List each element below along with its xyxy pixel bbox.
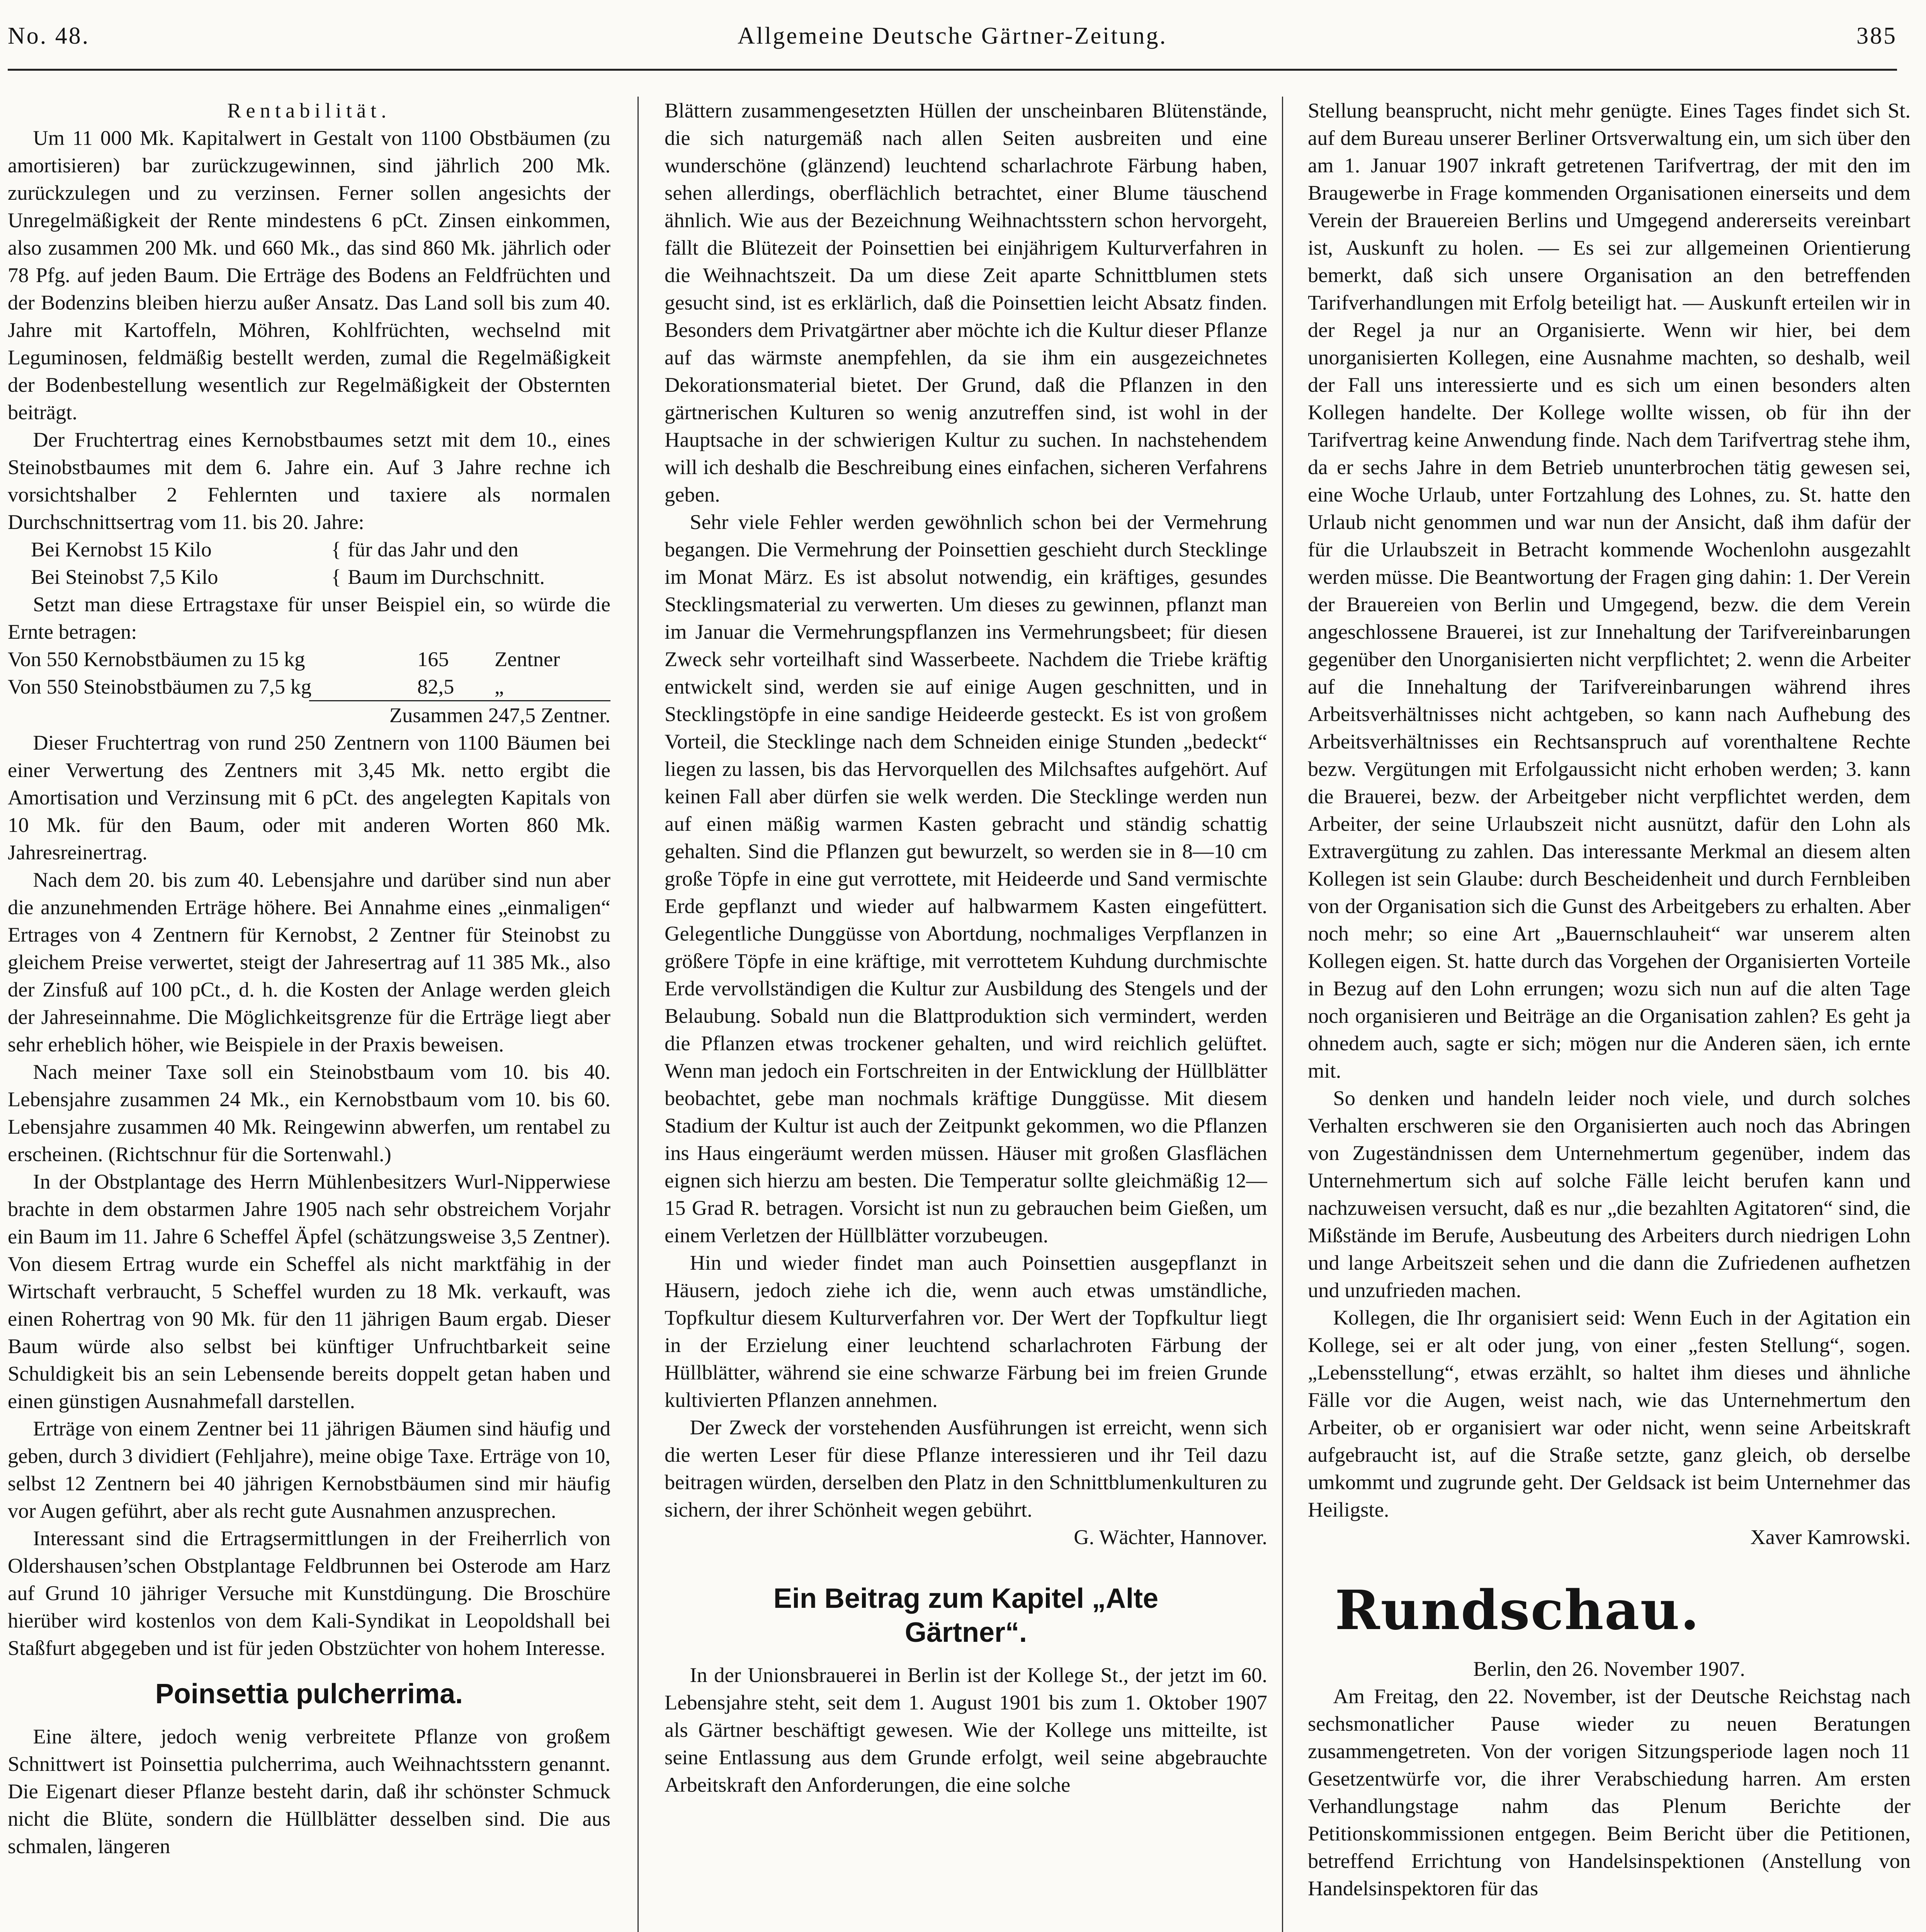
paragraph: Am Freitag, den 22. November, ist der Deutsche Reichstag nach sechsmonatlicher Pause wieder zu neuen Beratungen zusammengetreten. Von der vorigen Sitzungsperiode lagen noch 11 Gesetzentwürfe vor, die ihrer Verabschiedung harren. Am ersten Verhandlungstage nahm das Plenum Berichte der Petitionskommissionen entgegen. Beim Bericht über die Petitionen, betreffend Errichtung von Handelsinspektionen (Anstellung von Handelsinspektoren für das (1308, 1684, 1911, 1900)
column-divider (637, 97, 639, 1932)
paragraph: So denken und handeln leider noch viele, und durch solches Verhalten erschweren sie den Organisierten auch noch das Abringen von Zugeständnissen dem Unternehmertum gegenüber, indem das Unternehmertum sich auf solche Fälle leicht berufen kann und nachzuweisen versucht, daß es nur „die bezahlten Agitatoren“ sind, die Mißstände im Berufe, Ausbeutung des Arbeiters durch niedrigen Lohn und lange Arbeitszeit sehen und die dann die Zufriedenen aufhetzen und unzufrieden machen. (1308, 1086, 1911, 1302)
column-2 (665, 97, 1267, 1932)
harvest-total: Zusammen 247,5 Zentner. (309, 700, 610, 729)
paragraph: Dieser Fruchtertrag von rund 250 Zentnern von 1100 Bäumen bei einer Verwertung des Zentners mit 3,45 Mk. netto ergibt die Amortisation und Verzinsung mit 6 pCt. des angelegten Kapitals von 10 Mk. für den Baum, oder mit anderen Worten 860 Mk. Jahresreinertrag. (8, 731, 610, 864)
paragraph: Stellung beansprucht, nicht mehr genügte. Eines Tages findet sich St. auf dem Bureau unserer Berliner Ortsverwaltung ein, um sich über den am 1. Januar 1907 inkraft getretenen Tarifvertrag, der mit den im Braugewerbe in Frage kommenden Organisationen einerseits und dem Verein der Brauereien Berlins und Umgegend andererseits vereinbart ist, Auskunft zu holen. — Es sei zur allgemeinen Orientierung bemerkt, daß sich unsere Organisation an den betreffenden Tarifverhandlungen mit Erfolg beteiligt hat. — Auskunft erteilen wir in der Regel ja nur an Organisierte. Wenn wir hier, bei dem unorganisierten Kollegen, eine Ausnahme machten, so deshalb, weil der Fall uns interessierte und es sich um einen besonders alten Kollegen handelte. Der Kollege wollte wissen, ob für ihn der Tarifvertrag keine Anwendung finde. Nach dem Tarifvertrag stehe ihm, da er sechs Jahre in dem Betrieb ununterbrochen tätig gewesen sei, eine Woche Urlaub, unter Fortzahlung des Lohnes, zu. St. hatte den Urlaub nicht genommen und war nun der Ansicht, daß ihm dafür der für die Urlaubszeit in Betracht kommende Wochenlohn ausgezahlt werden müsse. Die Beantwortung der Fragen ging dahin: 1. Der Verein der Brauereien von Berlin und Umgegend, bezw. die dem Verein angeschlossene Brauerei, ist zur Innehaltung der Tarifvereinbarungen gegenüber den Unorganisierten nicht verpflichtet; 2. wenn die Arbeiter auf die Innehaltung der Tarifvereinbarungen während ihres Arbeitsverhältnisses nicht achtgeben, so kann nach Aufhebung des Arbeitsverhältnisses ein Rechtsanspruch auf vorenthaltene Rechte bezw. Vergütungen mit Erfolgaussicht nicht erhoben werden; 3. kann die Brauerei, bezw. der Arbeitgeber nicht verpflichtet werden, dem Arbeiter, der seine Urlaubszeit nicht ausnützt, dafür den Lohn als Extravergütung zu zahlen. Das interessante Merkmal an diesem alten Kollegen ist sein Glaube: durch Bescheidenheit und durch Fernbleiben von der Organisation sich die Gunst des Arbeitgebers zu erhalten. Aber noch mehr; so eine Art „Bauernschlauheit“ war unserem alten Kollegen eigen. St. hatte durch das Vorgehen der Organisierten Vorteile in Bezug auf den Lohn errungen; wozu sich nun auf die alten Tage noch organisieren und Beiträge an die Organisation zahlen? Es geht ja ohnedem auch, sagte er sich; mögen nur die Anderen säen, ich ernte mit. (1308, 99, 1911, 1082)
harvest-table (8, 645, 610, 729)
author-signature: G. Wächter, Hannover. (1074, 1525, 1267, 1549)
paragraph: Hin und wieder findet man auch Poinsettien ausgepflanzt in Häusern, jedoch ziehe ich die, wenn auch etwas umständliche, Topfkultur diesem Kulturverfahren vor. Der Wert der Topfkultur liegt in der Erzielung einer leuchtend scharlachroten Färbung der Hüllblätter, während sie eine schwarze Färbung bei im freien Grunde kultivierten Pflanzen annehmen. (665, 1251, 1267, 1412)
harvest-row-2-unit: „ (495, 675, 504, 698)
yield-note-2: Baum im Durchschnitt. (348, 565, 545, 588)
author-signature: Xaver Kamrowski. (1750, 1525, 1911, 1549)
paragraph: Der Fruchtertrag eines Kernobstbaumes setzt mit dem 10., eines Steinobstbaumes mit dem 6. Jahre ein. Auf 3 Jahre rechne ich vorsichtshalber 2 Fehlernten und taxiere als normalen Durchschnittsertrag vom 11. bis 20. Jahre: (8, 428, 610, 534)
column-1 (8, 97, 610, 1932)
yield-note-1: für das Jahr und den (348, 537, 518, 561)
paragraph: Sehr viele Fehler werden gewöhnlich schon bei der Vermehrung begangen. Die Vermehrung der Poinsettien geschieht durch Stecklinge im Monat März. Es ist absolut notwendig, ein kräftiges, gesundes Stecklingsmaterial zu verwerten. Um dieses zu gewinnen, pflanzt man im Januar die Vermehrungspflanzen ins Vermehrungsbeet; für diesen Zweck sehr vorteilhaft sind Wasserbeete. Nachdem die Triebe kräftig entwickelt sind, werden sie auf einige Augen geschnitten, und in Stecklingstöpfe in eine sandige Heideerde gesteckt. Es ist von großem Vorteil, die Stecklinge nach dem Schneiden einige Stunden „bedeckt“ liegen zu lassen, bis das Hervorquellen des Milchsaftes aufgehört. Auf keinen Fall aber dürfen sie welk werden. Die Stecklinge werden nun auf einen mäßig warmen Kasten gebracht und ständig schattig gehalten. Sind die Pflanzen gut bewurzelt, so werden sie in 8—10 cm große Töpfe in eine gut verrottete, mit Heideerde und Sand vermischte Erde gepflanzt und wieder auf halbwarmem Kasten eingefüttert. Gelegentliche Dunggüsse von Abortdung, nochmaliges Verpflanzen in größere Töpfe in eine kräftige, mit verrottetem Kuhdung durchmischte Erde vervollständigen die Kultur zur Ausbildung des Stengels und der Belaubung. Sobald nun die Blattproduktion sich vermindert, werden die Pflanzen etwas trockener gehalten, und wird reichlich gelüftet. Wenn man jedoch ein Fortschreiten in der Entwicklung der Hüllblätter beobachtet, gebe man nochmals kräftige Dunggüsse. Mit diesem Stadium der Kultur ist auch der Zeitpunkt gekommen, wo die Pflanzen ins Haus eingeräumt werden müssen. Häuser mit großen Glasflächen eignen sich hierzu am besten. Die Temperatur sollte gleichmäßig 12—15 Grad R. betragen. Vorsicht ist nun zu gebrauchen beim Gießen, um einem Verletzen der Hüllblätter vorzubeugen. (665, 510, 1267, 1247)
heading-alte-gaertner: Ein Beitrag zum Kapitel „Alte Gärtner“. (773, 1583, 1159, 1648)
column-3 (1308, 97, 1911, 1932)
paragraph: Eine ältere, jedoch wenig verbreitete Pflanze von großem Schnittwert ist Poinsettia pulcherrima, auch Weihnachtsstern genannt. Die Eigenart dieser Pflanze besteht darin, daß ihr schönster Schmuck nicht die Blüte, sondern die Hüllblätter desselben sind. Die aus schmalen, längeren (8, 1725, 610, 1858)
paragraph: In der Unionsbrauerei in Berlin ist der Kollege St., der jetzt im 60. Lebensjahre steht, seit dem 1. August 1901 bis zum 1. Oktober 1907 als Gärtner beschäftigt gewesen. Wie der Kollege uns mitteilte, ist seine Entlassung aus dem Grunde erfolgt, weil seine abgebrauchte Arbeitskraft den Anforderungen, die eine solche (665, 1663, 1267, 1796)
harvest-row-1-unit: Zentner (495, 647, 560, 671)
harvest-row-2-value: 82,5 (417, 675, 454, 698)
paragraph: In der Obstplantage des Herrn Mühlenbesitzers Wurl-Nipperwiese brachte in dem obstarmen Jahre 1905 nach sehr obstreichem Vorjahr ein Baum im 11. Jahre 6 Scheffel Äpfel (schätzungsweise 3,5 Zentner). Von diesem Ertrag wurde ein Scheffel als nicht marktfähig in der Wirtschaft verbraucht, 5 Scheffel wurden zu 18 Mk. verkauft, was einen Rohertrag von 90 Mk. für den 11 jährigen Baum ergab. Dieser Baum würde also selbst bei künftiger Unfruchtbarkeit seine Schuldigkeit bis an sein Lebensende bereits doppelt getan haben und einen günstigen Ausnahmefall darstellen. (8, 1170, 610, 1413)
paragraph: Interessant sind die Ertragsermittlungen in der Freiherrlich von Oldershausen’schen Obstplantage Feldbrunnen bei Osterode am Harz auf Grund 10 jähriger Versuche mit Kunstdüngung. Die Broschüre hierüber wird kostenlos von dem Kali-Syndikat in Leopoldshall bei Staßfurt abgegeben und ist für jeden Obstzüchter von hohem Interesse. (8, 1526, 610, 1660)
paragraph: Setzt man diese Ertragstaxe für unser Beispiel ein, so würde die Ernte betragen: (8, 592, 610, 643)
paragraph: Der Zweck der vorstehenden Ausführungen ist erreicht, wenn sich die werten Leser für diese Pflanze interessieren und ihr Teil dazu beitragen würden, derselben den Platz in den Schnittblumenkulturen zu sichern, der ihrer Schönheit wegen gebührt. (665, 1415, 1267, 1521)
heading-rundschau: Rundschau. (1335, 1579, 1700, 1642)
harvest-row-1-value: 165 (417, 647, 449, 671)
page-number: 385 (1856, 23, 1897, 49)
header-rule (8, 69, 1897, 71)
issue-number: No. 48. (8, 23, 90, 49)
section-title-rentabilitaet: Rentabilität. (227, 99, 391, 122)
dateline: Berlin, den 26. November 1907. (1473, 1657, 1745, 1680)
page-header (8, 22, 1897, 69)
yield-kernobst: Bei Kernobst 15 Kilo (31, 537, 212, 561)
paragraph: Nach dem 20. bis zum 40. Lebensjahre und darüber sind nun aber die anzunehmenden Erträge höhere. Bei Annahme eines „einmaligen“ Ertrages von 4 Zentnern für Kernobst, 2 Zentner für Steinobst zu gleichem Preise verwertet, steigt der Jahresertrag auf 11 385 Mk., also der Zinsfuß auf 100 pCt., d. h. die Kosten der Anlage werden gleich der Jahreseinnahme. Die Möglichkeitsgrenze für die Erträge liegt aber sehr erheblich höher, wie Beispiele in der Praxis beweisen. (8, 868, 610, 1056)
column-divider (1282, 97, 1283, 1932)
harvest-row-1-label: Von 550 Kernobstbäumen zu 15 kg (8, 647, 305, 671)
heading-poinsettia: Poinsettia pulcherrima. (155, 1679, 463, 1709)
harvest-row-2-label: Von 550 Steinobstbäumen zu 7,5 kg (8, 675, 312, 698)
yield-estimate-table: Bei Kernobst 15 Kilo { für das Jahr und den Bei Steinobst 7,5 Kilo { Baum im Durchschnitt. (8, 536, 610, 590)
paragraph: Blättern zusammengesetzten Hüllen der unscheinbaren Blütenstände, die sich naturgemäß nach allen Seiten ausbreiten und eine wunderschöne (glänzend) leuchtend scharlachrote Färbung haben, sehen allerdings, oberflächlich betrachtet, einer Blume täuschend ähnlich. Wie aus der Bezeichnung Weihnachtsstern schon hervorgeht, fällt die Blütezeit der Poinsettien bei einjährigem Kulturverfahren in die Weihnachtszeit. Da um diese Zeit aparte Schnittblumen stets gesucht sind, ist es erklärlich, daß die Poinsettien leicht Absatz finden. Besonders dem Privatgärtner aber möchte ich die Kultur dieser Pflanze auf das wärmste anempfehlen, da sie ihm ein ausgezeichnetes Dekorationsmaterial bietet. Der Grund, daß die Pflanzen in den gärtnerischen Kulturen so wenig anzutreffen sind, ist wohl in der Hauptsache in der schwierigen Kultur zu suchen. In nachstehendem will ich deshalb die Beschreibung eines einfachen, sicheren Verfahrens geben. (665, 99, 1267, 506)
paragraph: Erträge von einem Zentner bei 11 jährigen Bäumen sind häufig und geben, durch 3 dividiert (Fehljahre), meine obige Taxe. Erträge von 10, selbst 12 Zentnern bei 40 jährigen Kernobstbäumen sind mir häufig vor Augen geführt, aber als recht gute Ausnahmen anzusprechen. (8, 1417, 610, 1522)
paragraph: Um 11 000 Mk. Kapitalwert in Gestalt von 1100 Obstbäumen (zu amortisieren) bar zurückzugewinnen, sind jährlich 200 Mk. zurückzulegen und zu verzinsen. Ferner sollen angesichts der Unregelmäßigkeit der Rente mindestens 6 pCt. Zinsen einkommen, also zusammen 200 Mk. und 660 Mk., das sind 860 Mk. jährlich oder 78 Pfg. auf jeden Baum. Die Erträge des Bodens an Feldfrüchten und der Bodenzins bleiben hierzu außer Ansatz. Das Land soll bis zum 40. Jahre mit Kartoffeln, Möhren, Kohlfrüchten, wechselnd mit Leguminosen, feldmäßig bestellt werden, zumal die Regelmäßigkeit der Bodenbestellung wesentlich zur Regelmäßigkeit der Obsternten beiträgt. (8, 126, 610, 424)
paragraph: Nach meiner Taxe soll ein Steinobstbaum vom 10. bis 40. Lebensjahre zusammen 24 Mk., ein Kernobstbaum vom 10. bis 60. Lebensjahre zusammen 40 Mk. Reingewinn abwerfen, um rentabel zu erscheinen. (Richtschnur für die Sortenwahl.) (8, 1060, 610, 1166)
yield-steinobst: Bei Steinobst 7,5 Kilo (31, 565, 218, 588)
paragraph: Kollegen, die Ihr organisiert seid: Wenn Euch in der Agitation ein Kollege, sei er alt oder jung, von einer „festen Stellung“, sogen. „Lebensstellung“, etwas erzählt, so haltet ihm dieses und ähnliche Fälle vor die Augen, weist nach, wie das Unternehmertum den Arbeiter, ob er organisiert war oder nicht, wenn seine Arbeitskraft aufgebraucht ist, auf die Straße setzte, ganz gleich, ob derselbe umkommt und zugrunde geht. Der Geldsack ist beim Unternehmer das Heiligste. (1308, 1306, 1911, 1521)
newspaper-title: Allgemeine Deutsche Gärtner-Zeitung. (738, 23, 1167, 49)
